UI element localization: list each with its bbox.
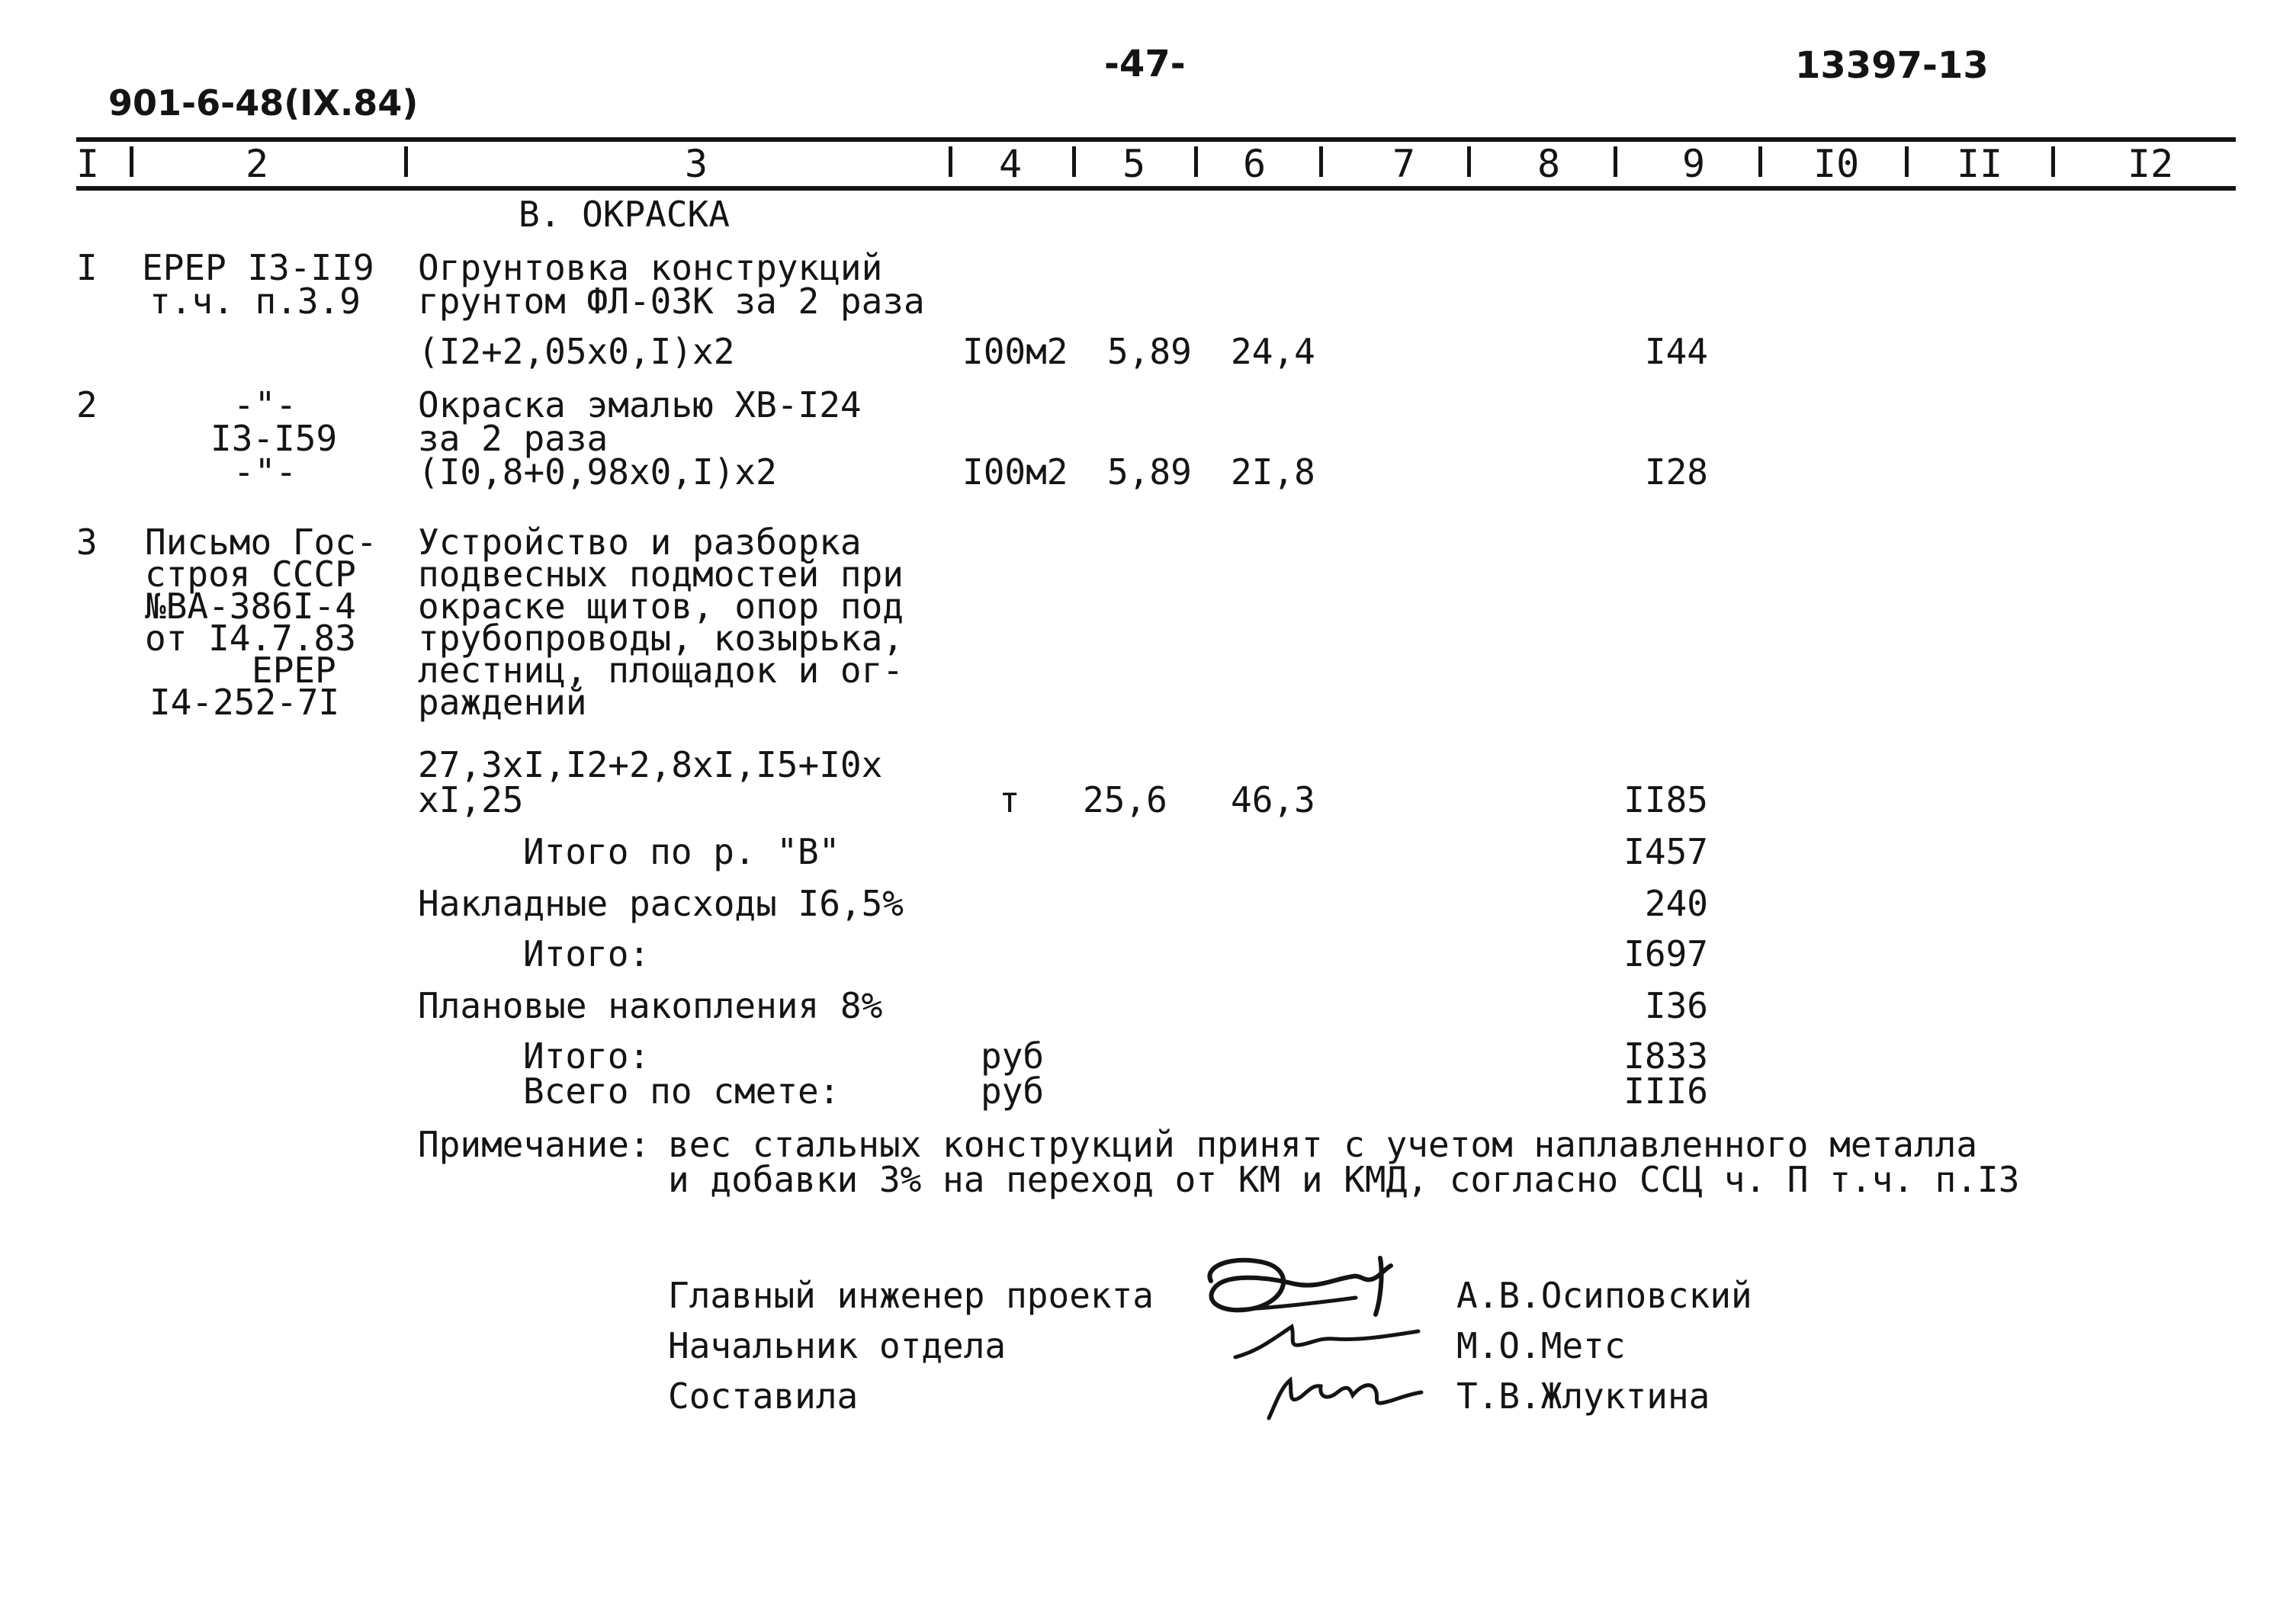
column-separator — [1194, 146, 1198, 177]
signature-role: Главный инженер проекта — [668, 1275, 1154, 1316]
row-unit: I00м2 — [962, 451, 1068, 493]
row-total-cost: II85 — [1623, 779, 1708, 820]
row-code-line: I4-252-7I — [149, 682, 340, 723]
row-unit: I00м2 — [962, 331, 1068, 372]
row-description-line: раждений — [418, 682, 587, 723]
header-top-rule — [76, 137, 2236, 142]
column-header-3: 3 — [685, 142, 708, 186]
column-header-10: I0 — [1813, 142, 1860, 186]
column-separator — [1319, 146, 1323, 177]
row-description-line: Огрунтовка конструкций — [418, 247, 883, 288]
row-code-line: I3-I59 — [210, 418, 338, 459]
row-number: 3 — [76, 522, 98, 563]
note-label: Примечание: — [418, 1124, 650, 1165]
total-value: I697 — [1623, 933, 1708, 974]
row-code-line: т.ч. п.3.9 — [149, 281, 361, 322]
row-code-line: №ВА-386I-4 — [145, 586, 356, 627]
row-description-line: Окраска эмалью ХВ-I24 — [418, 384, 862, 425]
row-code-line: -"- — [233, 451, 297, 493]
row-number: 2 — [76, 384, 98, 425]
total-label: Плановые накопления 8% — [418, 985, 883, 1026]
total-label: Итого: — [523, 933, 650, 974]
note-line: и добавки 3% на переход от КМ и КМД, согласно ССЦ ч. П т.ч. п.I3 — [668, 1159, 2020, 1200]
column-header-6: 6 — [1243, 142, 1267, 186]
page-number: -47- — [1104, 43, 1186, 85]
total-label: Итого: — [523, 1035, 650, 1077]
column-header-1: I — [76, 142, 100, 186]
total-value: 240 — [1644, 883, 1708, 924]
row-code-line: ЕРЕР — [252, 650, 336, 691]
column-separator — [1758, 146, 1762, 177]
total-label: Накладные расходы I6,5% — [418, 883, 904, 924]
row-code-line: ЕРЕР I3-II9 — [142, 247, 374, 288]
row-description-line: трубопроводы, козырька, — [418, 618, 904, 659]
grand-total-label: Всего по смете: — [523, 1071, 840, 1112]
column-separator — [1072, 146, 1076, 177]
column-separator — [2051, 146, 2055, 177]
row-quantity: 25,6 — [1083, 779, 1167, 820]
column-header-7: 7 — [1392, 142, 1416, 186]
row-code-line: -"- — [233, 384, 297, 425]
row-description-line: лестниц, площадок и ог- — [418, 650, 904, 691]
row-description-line: Устройство и разборка — [418, 522, 862, 563]
total-label: Итого по р. "В" — [523, 831, 840, 872]
row-unit: т — [999, 779, 1020, 820]
column-header-5: 5 — [1122, 142, 1146, 186]
row-description-line: грунтом ФЛ-03К за 2 раза — [418, 281, 925, 322]
document-code: 901-6-48(IX.84) — [108, 82, 419, 124]
column-separator — [130, 146, 133, 177]
section-title: В. ОКРАСКА — [519, 194, 730, 235]
signature-role: Начальник отдела — [668, 1325, 1007, 1366]
column-separator — [404, 146, 408, 177]
column-separator — [1905, 146, 1909, 177]
column-header-8: 8 — [1537, 142, 1561, 186]
row-total-cost: I44 — [1644, 331, 1708, 372]
row-number: I — [76, 247, 98, 288]
row-description-line: подвесных подмостей при — [418, 554, 904, 595]
signature-role: Составила — [668, 1375, 859, 1417]
total-value: I833 — [1623, 1035, 1708, 1077]
row-quantity: 5,89 — [1107, 331, 1192, 372]
header-bottom-rule — [76, 186, 2236, 191]
handwritten-signature-2 — [1228, 1311, 1449, 1365]
signature-name: Т.В.Жлуктина — [1456, 1375, 1710, 1417]
signature-name: А.В.Осиповский — [1456, 1275, 1752, 1316]
column-header-4: 4 — [999, 142, 1023, 186]
column-header-2: 2 — [246, 142, 269, 186]
total-unit: руб — [981, 1071, 1045, 1112]
signature-name: М.О.Метс — [1456, 1325, 1626, 1366]
row-unit-cost: 46,3 — [1231, 779, 1315, 820]
column-separator — [1467, 146, 1471, 177]
total-value: I457 — [1623, 831, 1708, 872]
grand-total-value: III6 — [1623, 1071, 1708, 1112]
column-separator — [1614, 146, 1617, 177]
total-unit: руб — [981, 1035, 1045, 1077]
document-number: 13397-13 — [1795, 44, 1989, 87]
row-code-line: Письмо Гос- — [145, 522, 377, 563]
column-separator — [949, 146, 952, 177]
row-unit-cost: 2I,8 — [1231, 451, 1315, 493]
row-code-line: строя СССР — [145, 554, 356, 595]
handwritten-signature-3 — [1258, 1365, 1449, 1426]
note-line: вес стальных конструкций принят с учетом наплавленного металла — [668, 1124, 1978, 1165]
row-unit-cost: 24,4 — [1231, 331, 1315, 372]
column-header-11: II — [1957, 142, 2003, 186]
row-description-line: окраске щитов, опор под — [418, 586, 904, 627]
column-header-9: 9 — [1682, 142, 1706, 186]
row-code-line: от I4.7.83 — [145, 618, 356, 659]
row-formula: (I0,8+0,98x0,I)x2 — [418, 451, 777, 493]
total-value: I36 — [1644, 985, 1708, 1026]
row-quantity: 5,89 — [1107, 451, 1192, 493]
column-header-12: I2 — [2127, 142, 2174, 186]
row-description-line: за 2 раза — [418, 418, 609, 459]
row-formula-line: 27,3xI,I2+2,8xI,I5+I0x — [418, 744, 883, 785]
row-total-cost: I28 — [1644, 451, 1708, 493]
row-formula: (I2+2,05x0,I)x2 — [418, 331, 735, 372]
row-formula-line: xI,25 — [418, 779, 524, 820]
